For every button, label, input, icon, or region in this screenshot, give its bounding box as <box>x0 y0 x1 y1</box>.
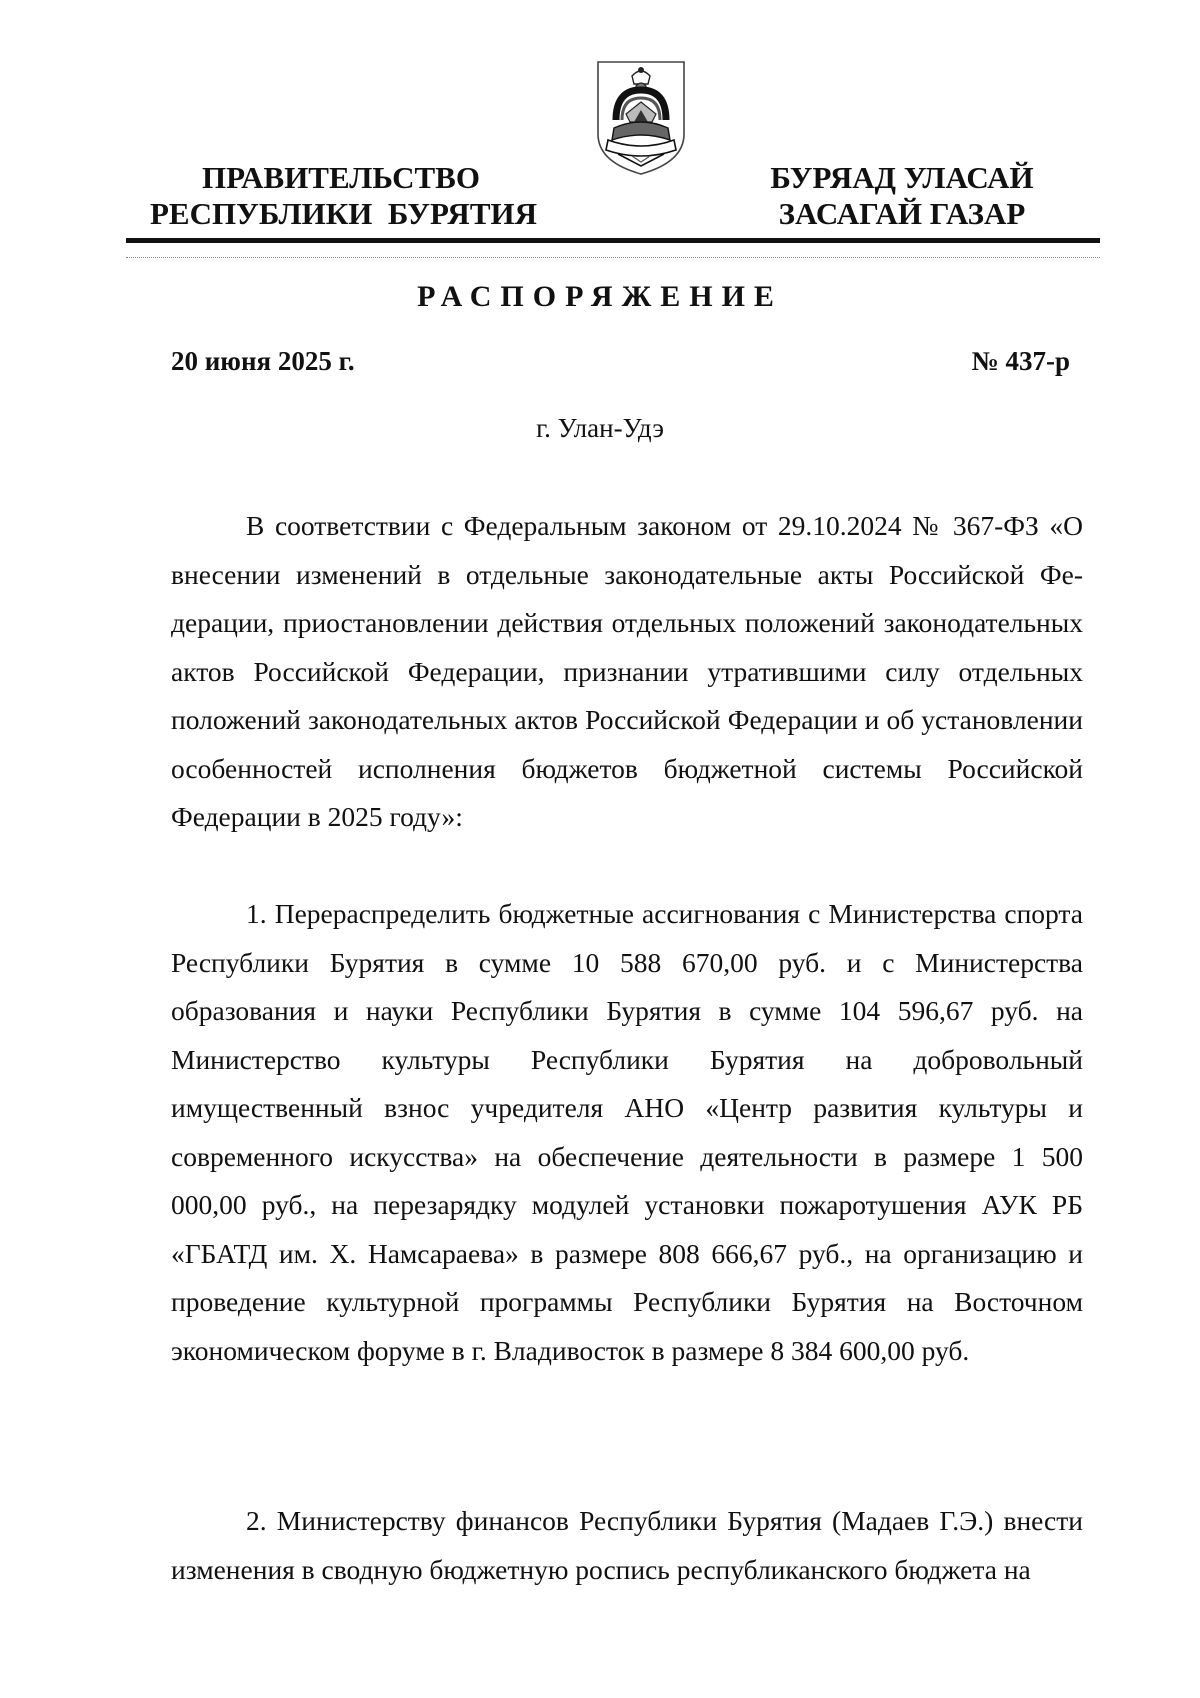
header-divider-thin <box>126 257 1100 258</box>
document-type-title: РАСПОРЯЖЕНИЕ <box>417 280 783 313</box>
org-name-buryat-line1: БУРЯАД УЛАСАЙ <box>770 160 1034 195</box>
clause-2-paragraph: 2. Министерству финансов Республики Бурятия (Мадаев Г.Э.) внести изменения в сводную бюджетную роспись республиканского бюджета на <box>171 1505 1083 1585</box>
clause-1-paragraph: 1. Перераспределить бюджетные ассигнования с Министерства спорта Республики Бурятия в сумме 10 588 670,00 руб. и с Министерства образования и науки Республики Бурятия в сумме 104 596,67 руб. на Министерство культуры Республики Бурятия на добровольный имущественный взнос учредителя АНО «Центр развития культуры и современного искусства» на обеспечение деятельности в размере 1 500 000,00 руб., на перезарядку модулей установки пожаротушения АУК РБ «ГБАТД им. Х. Намсараева» в размере 808 666,67 руб., на организацию и проведение культурной программы Республики Бурятия на Восточном экономическом форуме в г. Владивосток в размере 8 384 600,00 руб. <box>171 898 1083 1366</box>
coat-of-arms-icon <box>592 56 690 178</box>
org-name-buryat-line2: ЗАСАГАЙ ГАЗАР <box>778 196 1026 231</box>
preamble-paragraph: В соответствии с Федеральным законом от 29.10.2024 № 367-ФЗ «О внесении изменений в отдельные законодательные акты Российской Федерации, приостановлении действия отдельных положений законодательных актов Российской Федерации, признании утратившими силу отдельных положений законодательных актов Российской Федерации и об установлении особенностей исполнения бюджетов бюджетной системы Российской Федерации в 2025 году»: <box>171 510 1083 832</box>
header-divider-thick <box>126 238 1100 243</box>
org-name-russian <box>150 160 538 232</box>
document-date: 20 июня 2025 г. <box>171 346 355 376</box>
document-city: г. Улан-Удэ <box>536 413 664 443</box>
org-name-russian-line1: ПРАВИТЕЛЬСТВО <box>202 160 480 195</box>
org-name-russian-line2: РЕСПУБЛИКИ БУРЯТИЯ <box>150 196 538 231</box>
org-name-buryat <box>752 160 1052 232</box>
document-number: № 437-р <box>971 346 1070 376</box>
